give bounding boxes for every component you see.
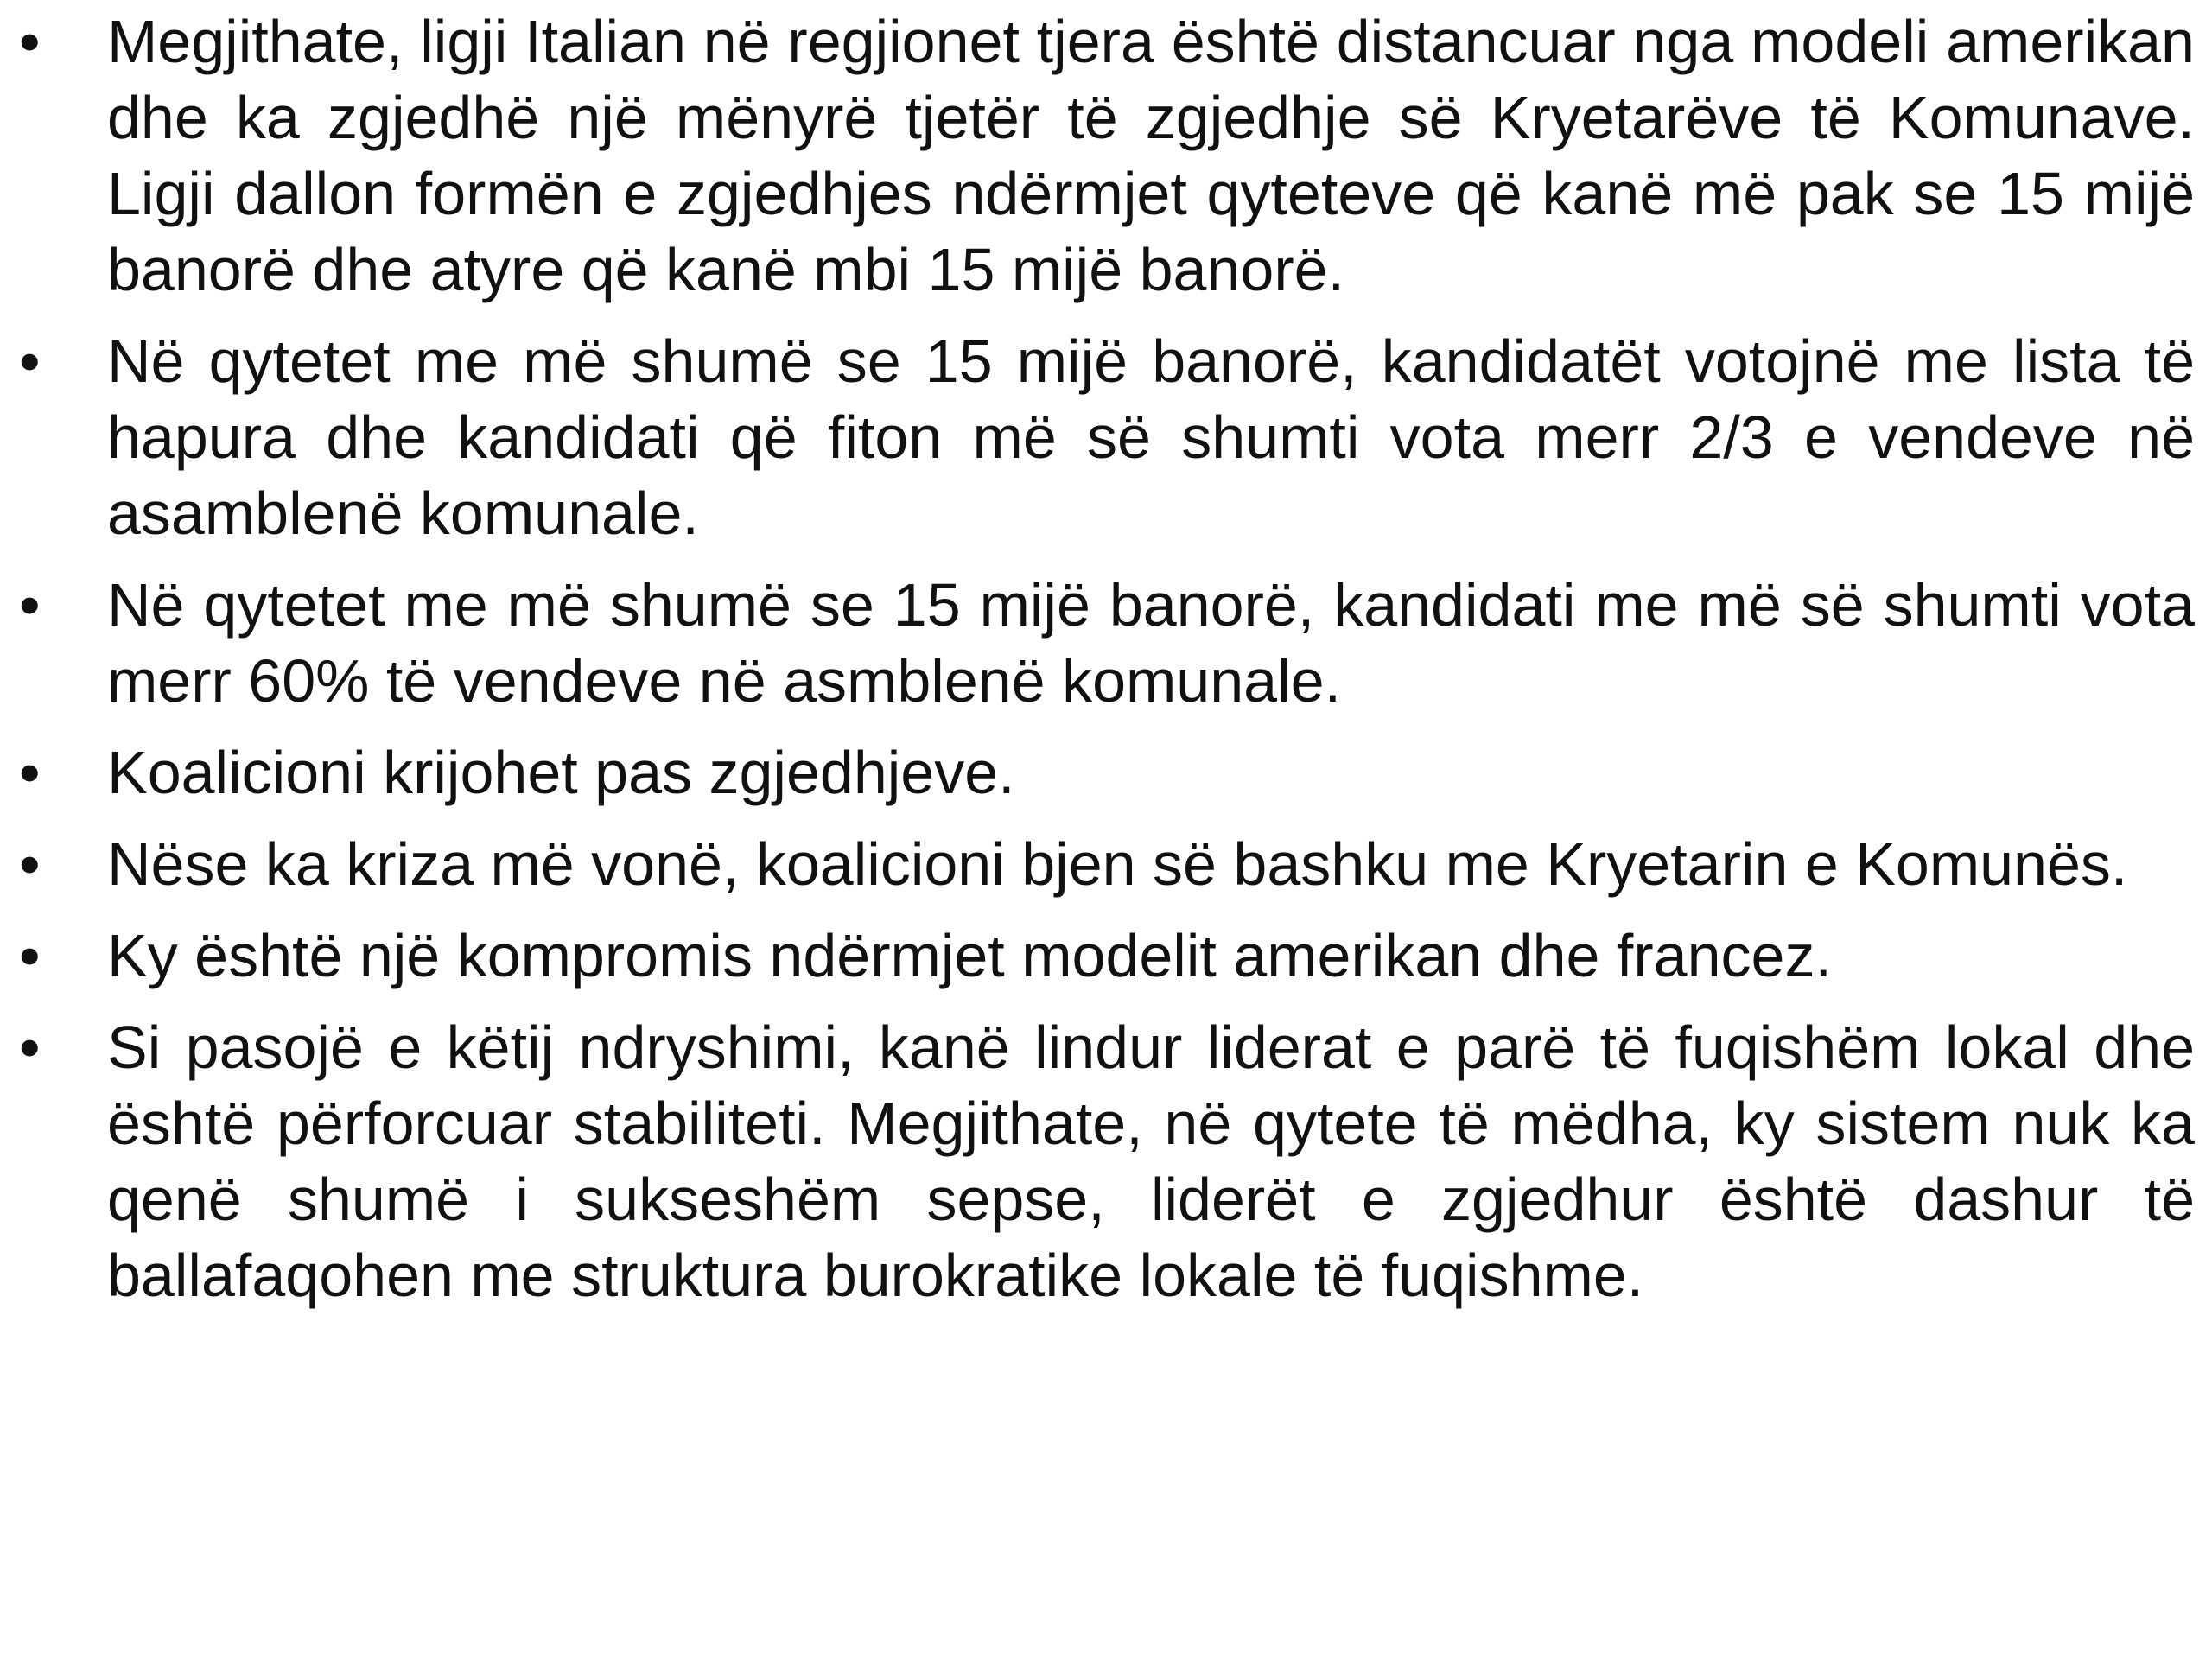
bullet-item-7: [0, 1009, 2195, 1313]
bullet-text-4: Koalicioni krijohet pas zgjedhjeve.: [107, 739, 1015, 806]
bullet-icon: •: [19, 830, 41, 898]
bullet-icon: •: [19, 1014, 41, 1081]
bullet-text-3: Në qytetet me më shumë se 15 mijë banorë, kandidati me më së shumti vota merr 60% të vendeve në asmblenë komunale.: [107, 571, 2195, 715]
bullet-icon: •: [19, 739, 41, 806]
bullet-icon: •: [19, 922, 41, 989]
bullet-list: [0, 3, 2195, 1329]
bullet-item-1: [0, 3, 2195, 308]
bullet-item-3: [0, 567, 2195, 719]
bullet-item-2: [0, 323, 2195, 551]
bullet-item-4: [0, 734, 2195, 810]
bullet-text-6: Ky është një kompromis ndërmjet modelit amerikan dhe francez.: [107, 922, 1832, 989]
bullet-icon: •: [19, 571, 41, 639]
bullet-item-6: [0, 918, 2195, 994]
bullet-icon: •: [19, 327, 41, 395]
bullet-text-5: Nëse ka kriza më vonë, koalicioni bjen së bashku me Kryetarin e Komunës.: [107, 830, 2128, 898]
bullet-text-1: Megjithate, ligji Italian në regjionet tjera është distancuar nga modeli amerikan dhe ka zgjedhë një mënyrë tjetër të zgjedhje së Kryetarëve të Komunave. Ligji dallon formën e zgjedhjes ndërmjet qyteteve që kanë më pak se 15 mijë banorë dhe atyre që kanë mbi 15 mijë banorë.: [107, 8, 2195, 303]
bullet-text-7: Si pasojë e këtij ndryshimi, kanë lindur liderat e parë të fuqishëm lokal dhe është përforcuar stabiliteti. Megjithate, në qytete të mëdha, ky sistem nuk ka qenë shumë i sukseshëm sepse, liderët e zgjedhur është dashur të ballafaqohen me struktura burokratike lokale të fuqishme.: [107, 1014, 2195, 1309]
bullet-item-5: [0, 826, 2195, 902]
bullet-icon: •: [19, 8, 41, 75]
bullet-text-2: Në qytetet me më shumë se 15 mijë banorë, kandidatët votojnë me lista të hapura dhe kandidati që fiton më së shumti vota merr 2/3 e vendeve në asamblenë komunale.: [107, 327, 2195, 547]
